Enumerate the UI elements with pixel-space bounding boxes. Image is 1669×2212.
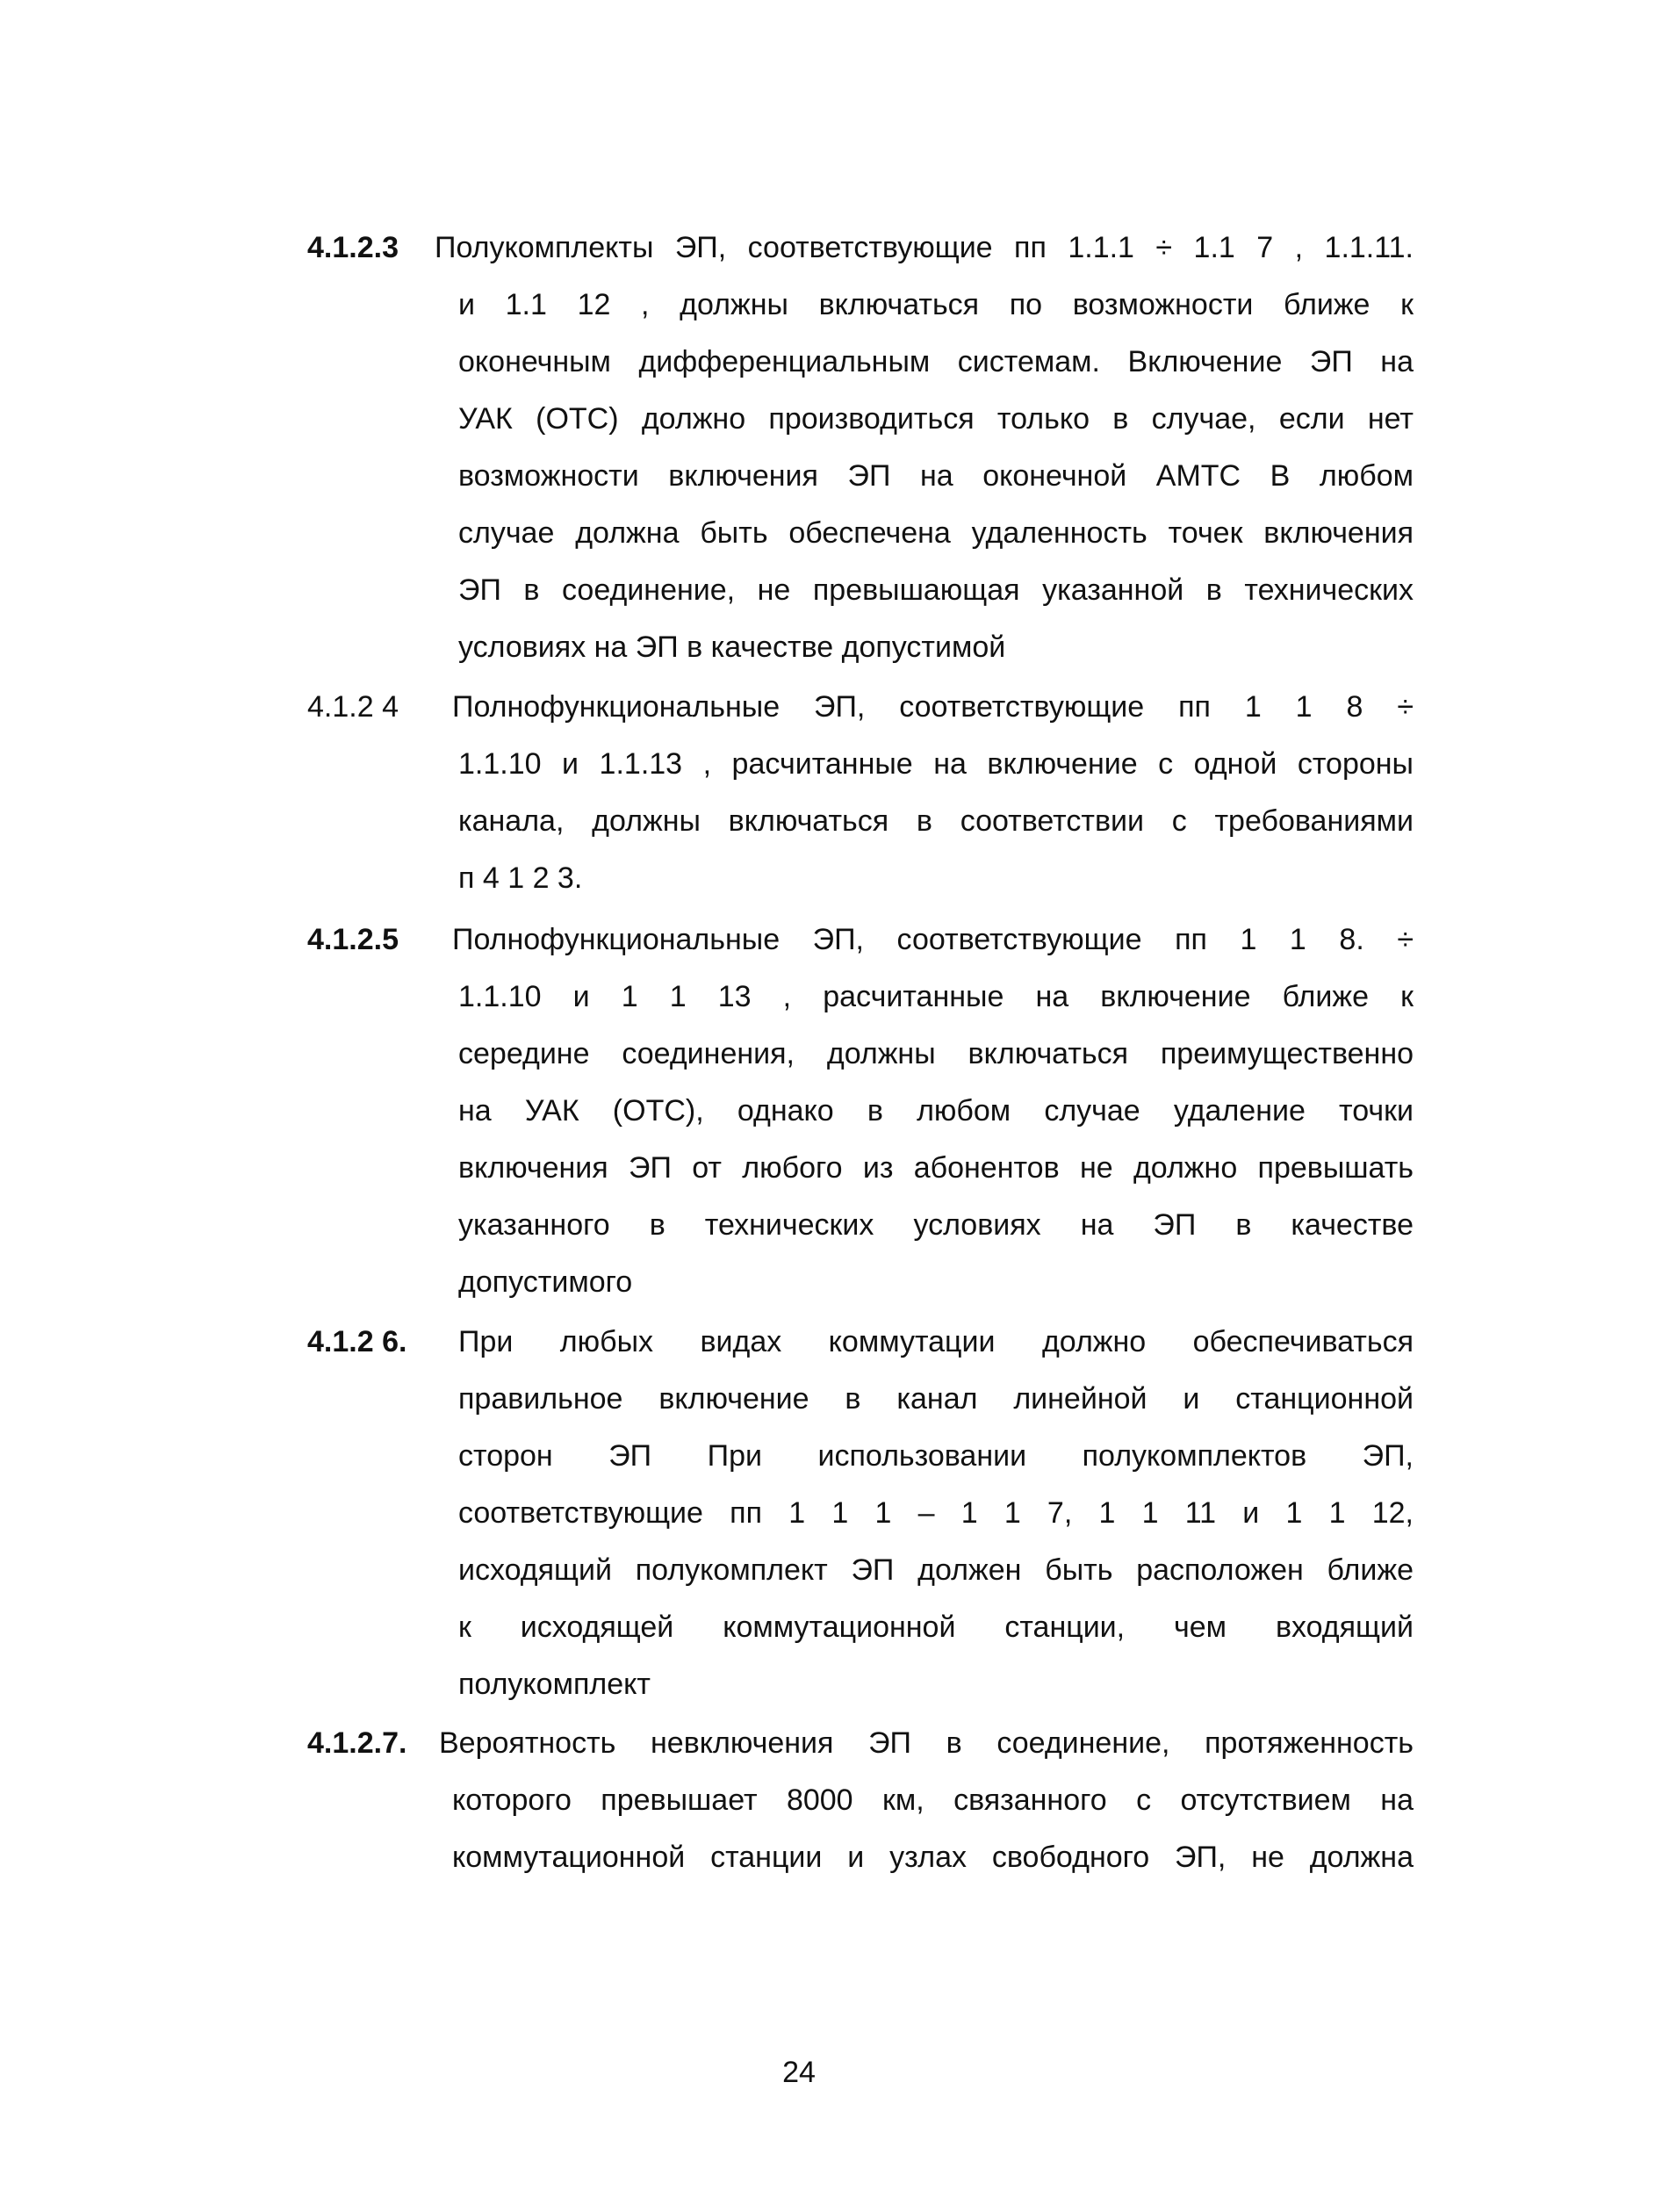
paragraph-text-line: коммутационной станции и узлах свободного ЭП, не должна: [452, 1841, 1414, 1874]
paragraph-text-line: Полнофункциональные ЭП, соответствующие пп 1 1 8. ÷: [452, 923, 1414, 956]
paragraph-text-line: включения ЭП от любого из абонентов не должно превышать: [458, 1151, 1414, 1185]
paragraph-line: [458, 1265, 1414, 1322]
paragraph-4-1-2-4: [307, 689, 1414, 900]
paragraph-line: [458, 630, 1414, 687]
paragraph-text-line: При любых видах коммутации должно обеспечиваться: [458, 1325, 1414, 1358]
paragraph-line: [307, 1324, 1414, 1381]
paragraph-text-line: на УАК (ОТС), однако в любом случае удаление точки: [458, 1094, 1414, 1128]
paragraph-text-line: условиях на ЭП в качестве допустимой: [458, 630, 1006, 664]
paragraph-line: [307, 922, 1414, 979]
paragraph-line: [458, 1150, 1414, 1207]
paragraph-text-line: середине соединения, должны включаться преимущественно: [458, 1037, 1414, 1070]
paragraph-line: [458, 1553, 1414, 1610]
paragraph-4-1-2-5: [307, 922, 1414, 1308]
paragraph-text-line: 1.1.10 и 1.1.13 , расчитанные на включение с одной стороны: [458, 747, 1414, 781]
paragraph-text-line: канала, должны включаться в соответствии с требованиями: [458, 804, 1414, 838]
paragraph-line: [458, 515, 1414, 573]
paragraph-line: [458, 1093, 1414, 1150]
paragraph-text-line: Вероятность невключения ЭП в соединение, протяженность: [439, 1726, 1414, 1760]
paragraph-number: 4.1.2 4: [307, 690, 399, 724]
paragraph-text-line: к исходящей коммутационной станции, чем входящий: [458, 1610, 1414, 1644]
paragraph-text-line: 1.1.10 и 1 1 13 , расчитанные на включение ближе к: [458, 980, 1414, 1013]
paragraph-number: 4.1.2.7.: [307, 1726, 407, 1760]
paragraph-text-line: исходящий полукомплект ЭП должен быть расположен ближе: [458, 1553, 1414, 1587]
paragraph-number: 4.1.2.5: [307, 923, 399, 956]
paragraph-number: 4.1.2.3: [307, 231, 399, 264]
paragraph-line: [458, 861, 1414, 918]
paragraph-text-line: и 1.1 12 , должны включаться по возможности ближе к: [458, 288, 1414, 321]
paragraph-line: [458, 344, 1414, 401]
paragraph-4-1-2-6: [307, 1324, 1414, 1711]
paragraph-text-line: ЭП в соединение, не превышающая указанной в технических: [458, 573, 1414, 607]
paragraph-line: [458, 458, 1414, 515]
paragraph-4-1-2-7: [307, 1726, 1414, 1884]
paragraph-line: [307, 1726, 1414, 1783]
paragraph-4-1-2-3: [307, 230, 1414, 669]
paragraph-line: [452, 1840, 1414, 1897]
paragraph-text-line: указанного в технических условиях на ЭП в качестве: [458, 1208, 1414, 1242]
paragraph-text-line: правильное включение в канал линейной и станционной: [458, 1382, 1414, 1416]
paragraph-line: [458, 1495, 1414, 1553]
paragraph-text-line: которого превышает 8000 км, связанного с отсутствием на: [452, 1783, 1414, 1817]
paragraph-text-line: допустимого: [458, 1265, 633, 1299]
paragraph-text-line: УАК (ОТС) должно производиться только в случае, если нет: [458, 402, 1414, 436]
paragraph-text-line: соответствующие пп 1 1 1 – 1 1 7, 1 1 11 и 1 1 12,: [458, 1496, 1414, 1530]
paragraph-line: [458, 1036, 1414, 1093]
paragraph-text-line: Полнофункциональные ЭП, соответствующие пп 1 1 8 ÷: [452, 690, 1414, 724]
paragraph-number: 4.1.2 6.: [307, 1325, 407, 1358]
paragraph-line: [452, 1783, 1414, 1840]
paragraph-line: [458, 1667, 1414, 1724]
paragraph-line: [458, 1207, 1414, 1265]
paragraph-line: [458, 1610, 1414, 1667]
paragraph-text-line: возможности включения ЭП на оконечной АМТС В любом: [458, 459, 1414, 493]
paragraph-text-line: случае должна быть обеспечена удаленность точек включения: [458, 516, 1414, 550]
paragraph-line: [307, 230, 1414, 287]
paragraph-line: [458, 401, 1414, 458]
paragraph-line: [458, 979, 1414, 1036]
paragraph-line: [458, 803, 1414, 861]
paragraph-line: [458, 1381, 1414, 1438]
paragraph-text-line: полукомплект: [458, 1668, 651, 1701]
paragraph-line: [458, 287, 1414, 344]
paragraph-text-line: оконечным дифференциальным системам. Включение ЭП на: [458, 345, 1414, 378]
paragraph-line: [307, 689, 1414, 746]
paragraph-line: [458, 746, 1414, 803]
paragraph-line: [458, 1438, 1414, 1495]
page-number: 24: [782, 2056, 816, 2089]
paragraph-text-line: п 4 1 2 3.: [458, 861, 583, 895]
paragraph-line: [458, 573, 1414, 630]
paragraph-text-line: сторон ЭП При использовании полукомплектов ЭП,: [458, 1439, 1414, 1473]
paragraph-text-line: Полукомплекты ЭП, соответствующие пп 1.1.1 ÷ 1.1 7 , 1.1.11.: [435, 231, 1414, 264]
